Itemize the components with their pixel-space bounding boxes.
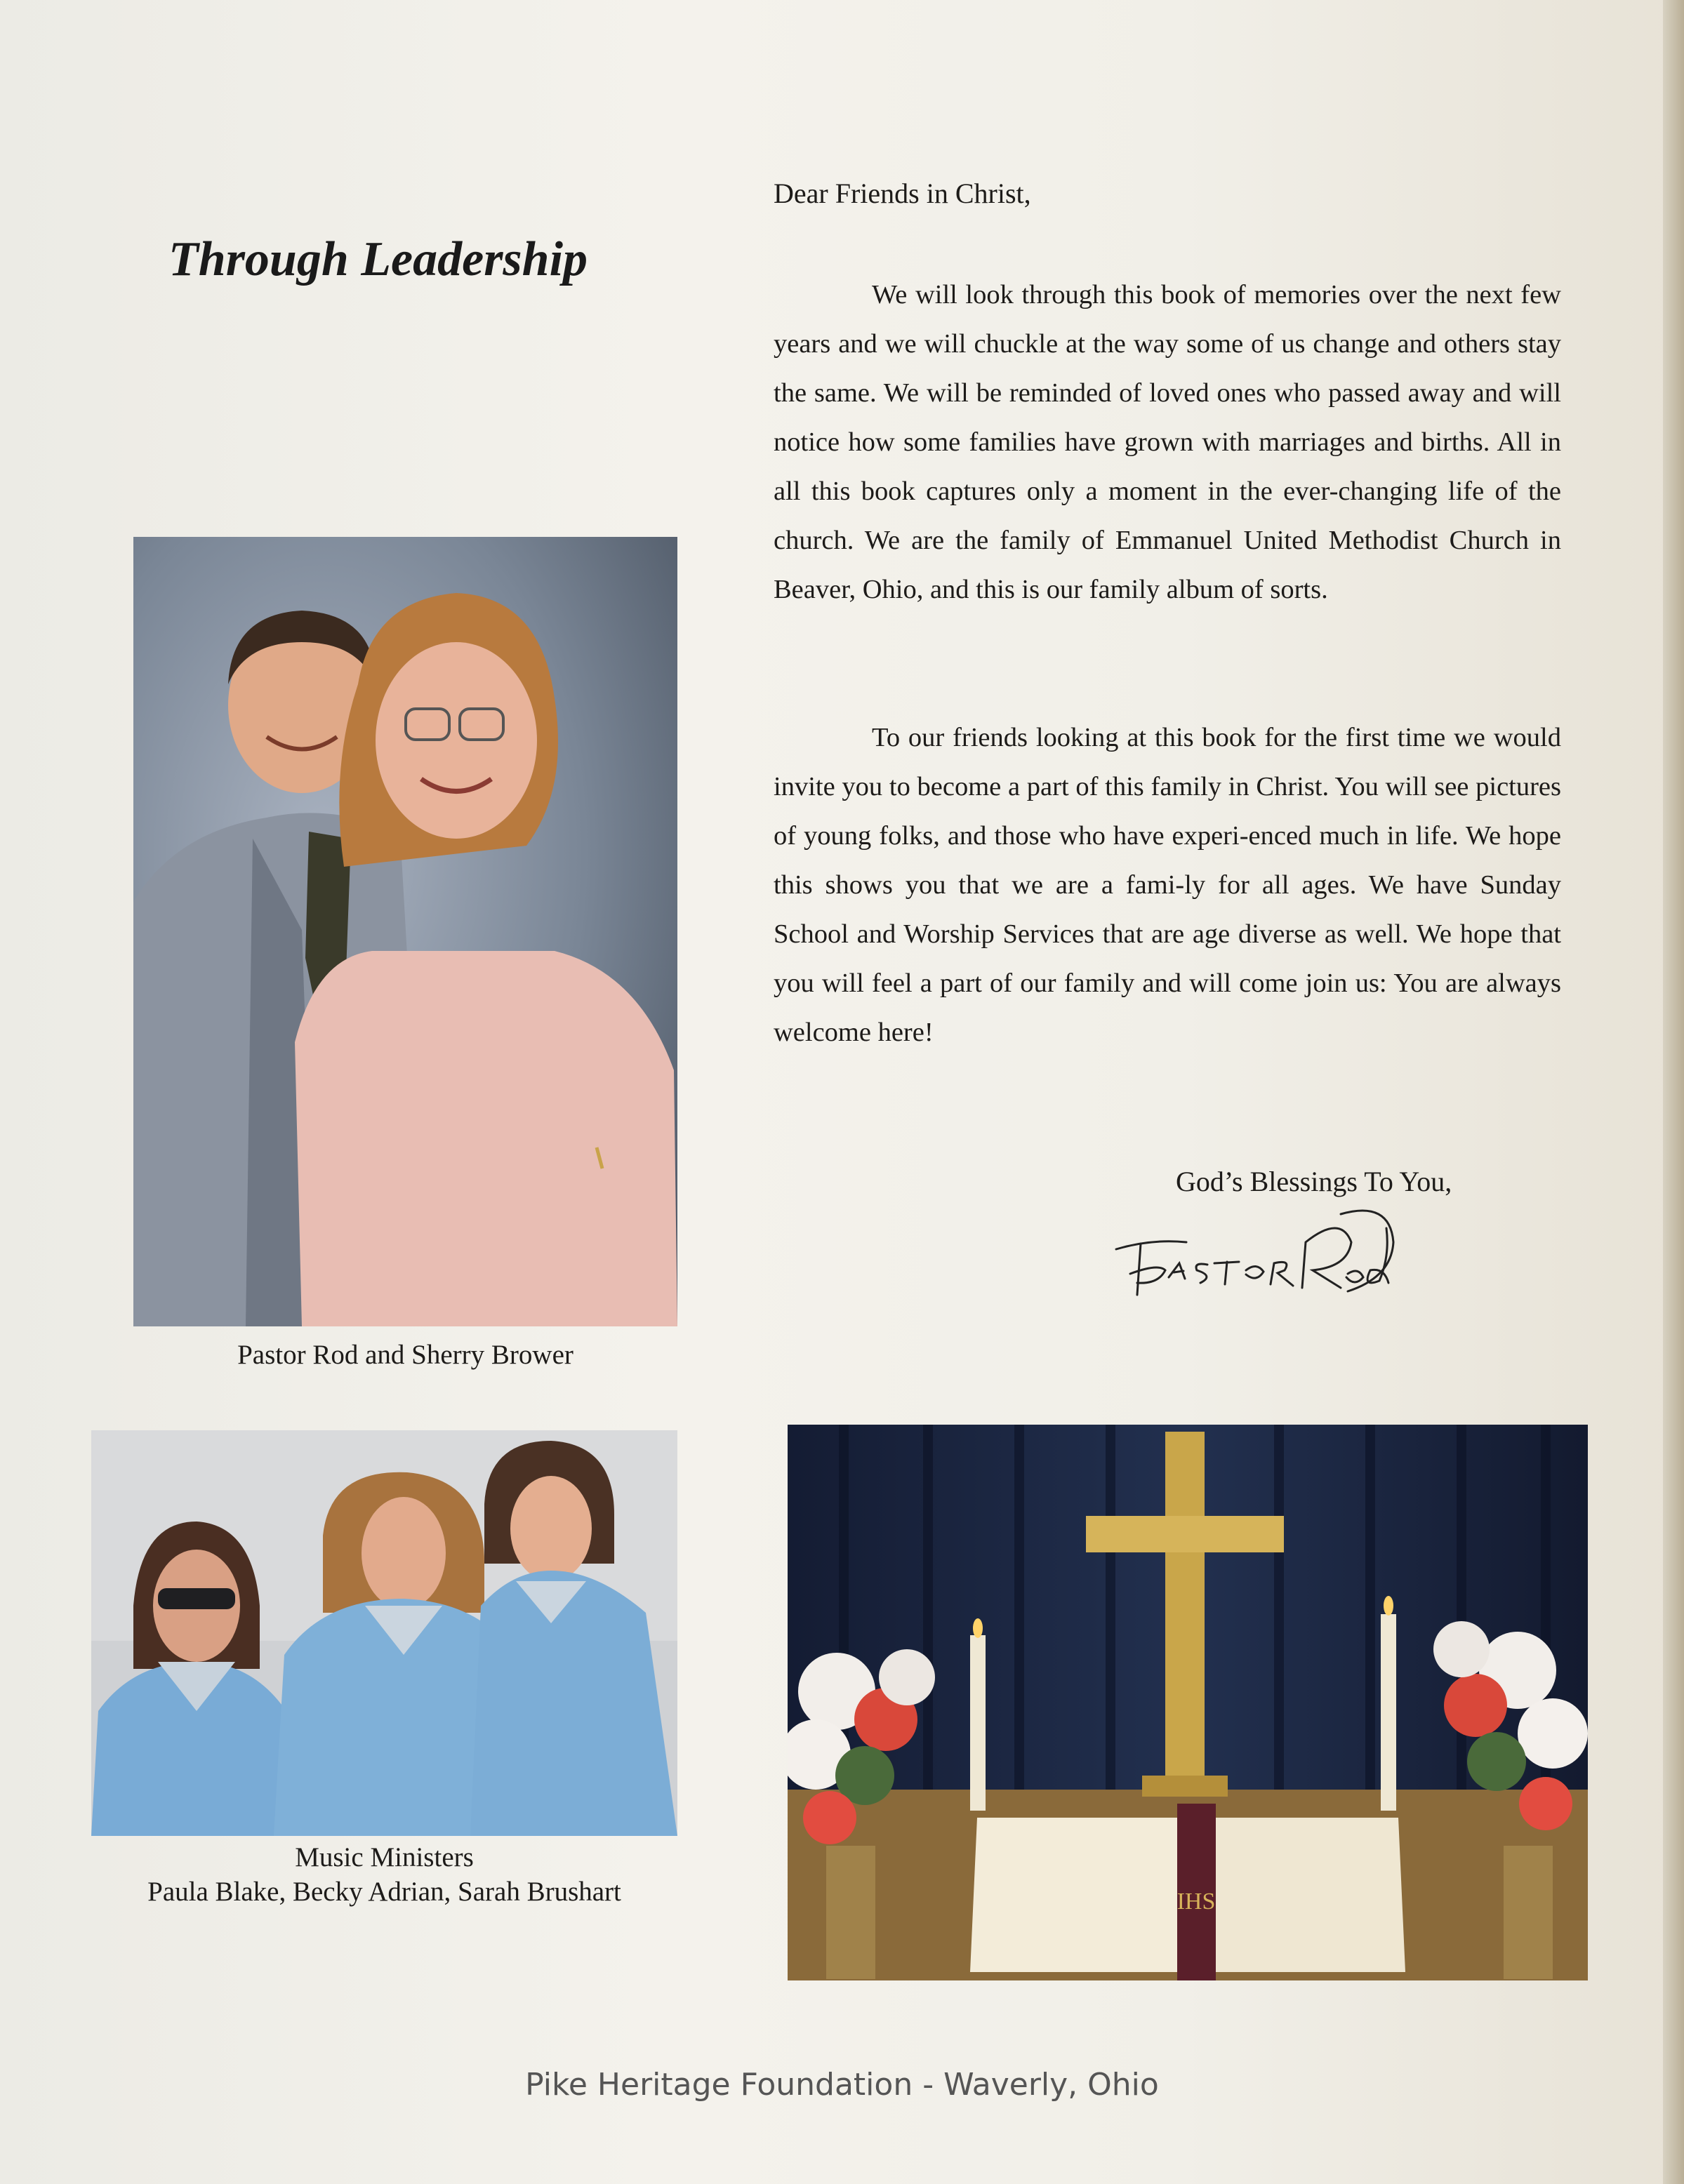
pastor-photo-caption: Pastor Rod and Sherry Brower	[237, 1340, 574, 1370]
altar-photo	[788, 1425, 1588, 1980]
letter-paragraph: We will look through this book of memories over the next few years and we will chuckle at the way some of us change and others stay the same. We will be reminded of loved ones who passed away and will notice how some families have grown with marriages and births. All in all this book captures only a moment in the ever-changing life of the church. We are the family of Emmanuel United Methodist Church in Beaver, Ohio, and this is our family album of sorts.	[774, 280, 1561, 604]
music-caption-title: Music Ministers	[295, 1842, 474, 1872]
letter-closing: God’s Blessings To You,	[1176, 1166, 1452, 1197]
page-footer: Pike Heritage Foundation - Waverly, Ohio	[525, 2067, 1159, 2103]
pastor-photo	[133, 537, 677, 1326]
bleed-through-text	[688, 28, 701, 84]
page-heading: Through Leadership	[168, 232, 588, 286]
svg-text:IHS: IHS	[1176, 1889, 1216, 1915]
music-caption-names: Paula Blake, Becky Adrian, Sarah Brushart	[147, 1877, 621, 1907]
signature	[1109, 1200, 1404, 1312]
letter-salutation: Dear Friends in Christ,	[774, 178, 1031, 209]
page-edge	[1663, 0, 1684, 2184]
letter-paragraph: To our friends looking at this book for the first time we would invite you to become a part of this family in Christ. You will see pictures of young folks, and those who have experi-enced much in life. We hope this shows you that we are a fami-ly for all ages. We have Sunday School and Worship Services that are age diverse as well. We hope that you will feel a part of our family and will come join us: You are always welcome here!	[774, 723, 1561, 1047]
music-ministers-caption	[91, 1840, 677, 1909]
music-ministers-photo	[91, 1430, 677, 1836]
